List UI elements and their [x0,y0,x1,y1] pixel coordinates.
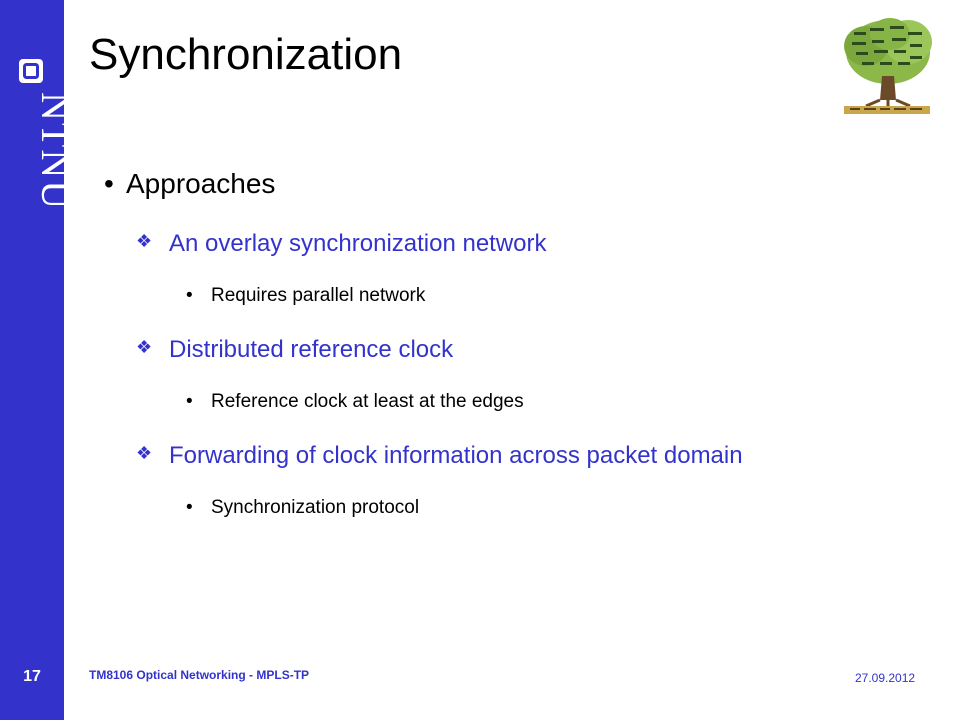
bullet-dot-icon: • [186,285,193,306]
footer-course: TM8106 Optical Networking - MPLS-TP [89,668,310,682]
bullet-dot-icon: • [186,497,193,518]
bullet-text: Approaches [126,168,276,199]
slide-title: Synchronization [89,30,403,79]
four-diamond-icon: ❖ [136,443,153,463]
footer-date: 27.09.2012 [855,671,916,685]
svg-text:NTNU: NTNU [33,92,78,212]
bullet-dot-icon: • [186,391,193,412]
bullet-text: An overlay synchronization network [169,230,547,257]
four-diamond-icon: ❖ [136,231,153,251]
page-number: 17 [23,668,41,685]
four-diamond-icon: ❖ [136,337,153,357]
bullet-text: Synchronization protocol [211,497,420,518]
bullet-dot-icon: • [104,168,114,199]
bullet-text: Requires parallel network [211,285,426,306]
bullet-text: Reference clock at least at the edges [211,391,524,412]
bullet-text: Distributed reference clock [169,336,454,363]
bullet-text: Forwarding of clock information across packet domain [169,442,743,469]
